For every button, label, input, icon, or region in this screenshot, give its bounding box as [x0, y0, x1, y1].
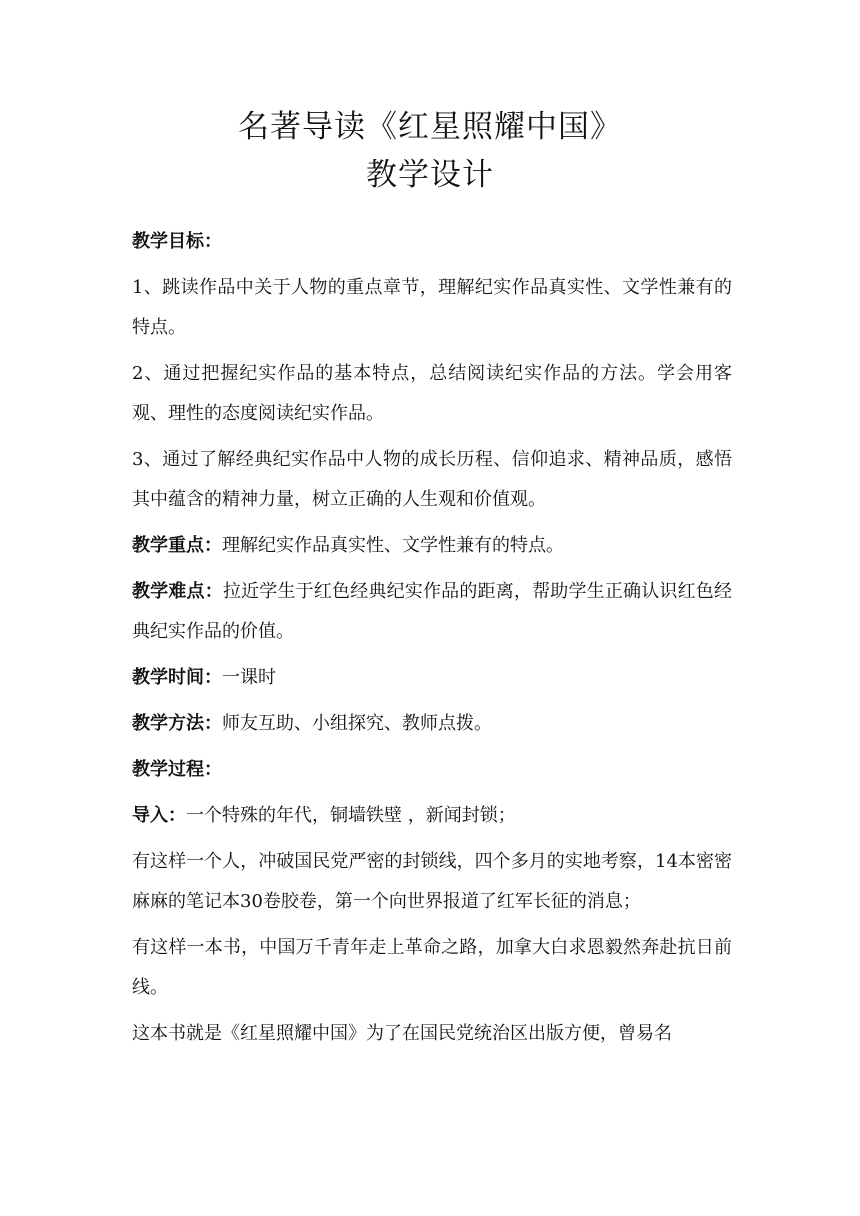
time-label: 教学时间：: [132, 667, 222, 688]
time-text: 一课时: [222, 667, 276, 688]
goals-heading: [132, 222, 732, 262]
process-heading: [132, 750, 732, 790]
body-paragraph-3: 这本书就是《红星照耀中国》为了在国民党统治区出版方便，曾易名: [132, 1023, 672, 1044]
body-paragraph-2: 有这样一本书，中国万千青年走上革命之路，加拿大白求恩毅然奔赴抗日前线。: [132, 937, 732, 998]
method-text: 师友互助、小组探究、教师点拨。: [222, 713, 492, 734]
intro-label: 导入：: [132, 805, 186, 826]
intro-text: 一个特殊的年代，铜墙铁壁 ，新闻封锁；: [186, 805, 516, 826]
difficulty-paragraph: [132, 572, 732, 652]
process-heading-label: 教学过程：: [132, 759, 222, 780]
time-paragraph: [132, 658, 732, 698]
difficulty-label: 教学难点：: [132, 581, 223, 602]
goal-item-3: 3、通过了解经典纪实作品中人物的成长历程、信仰追求、精神品质，感悟其中蕴含的精神力量，树立正确的人生观和价值观。: [132, 449, 732, 510]
focus-label: 教学重点：: [132, 535, 222, 556]
focus-paragraph: [132, 526, 732, 566]
focus-text: 理解纪实作品真实性、文学性兼有的特点。: [222, 535, 564, 556]
document-title: 名著导读《红星照耀中国》: [238, 109, 622, 145]
method-paragraph: [132, 704, 732, 744]
difficulty-text: 拉近学生于红色经典纪实作品的距离，帮助学生正确认识红色经典纪实作品的价值。: [132, 581, 732, 642]
goals-heading-label: 教学目标：: [132, 231, 222, 252]
goal-item-2: 2、通过把握纪实作品的基本特点，总结阅读纪实作品的方法。学会用客观、理性的态度阅读纪实作品。: [132, 363, 732, 424]
body-paragraph-1: 有这样一个人，冲破国民党严密的封锁线，四个多月的实地考察，14本密密麻麻的笔记本30卷胶卷，第一个向世界报道了红军长征的消息；: [132, 851, 732, 912]
document-body: [132, 222, 732, 1060]
document-subtitle: 教学设计: [366, 157, 494, 193]
intro-paragraph: [132, 796, 732, 836]
method-label: 教学方法：: [132, 713, 222, 734]
goal-item-1: 1、跳读作品中关于人物的重点章节，理解纪实作品真实性、文学性兼有的特点。: [132, 277, 732, 338]
